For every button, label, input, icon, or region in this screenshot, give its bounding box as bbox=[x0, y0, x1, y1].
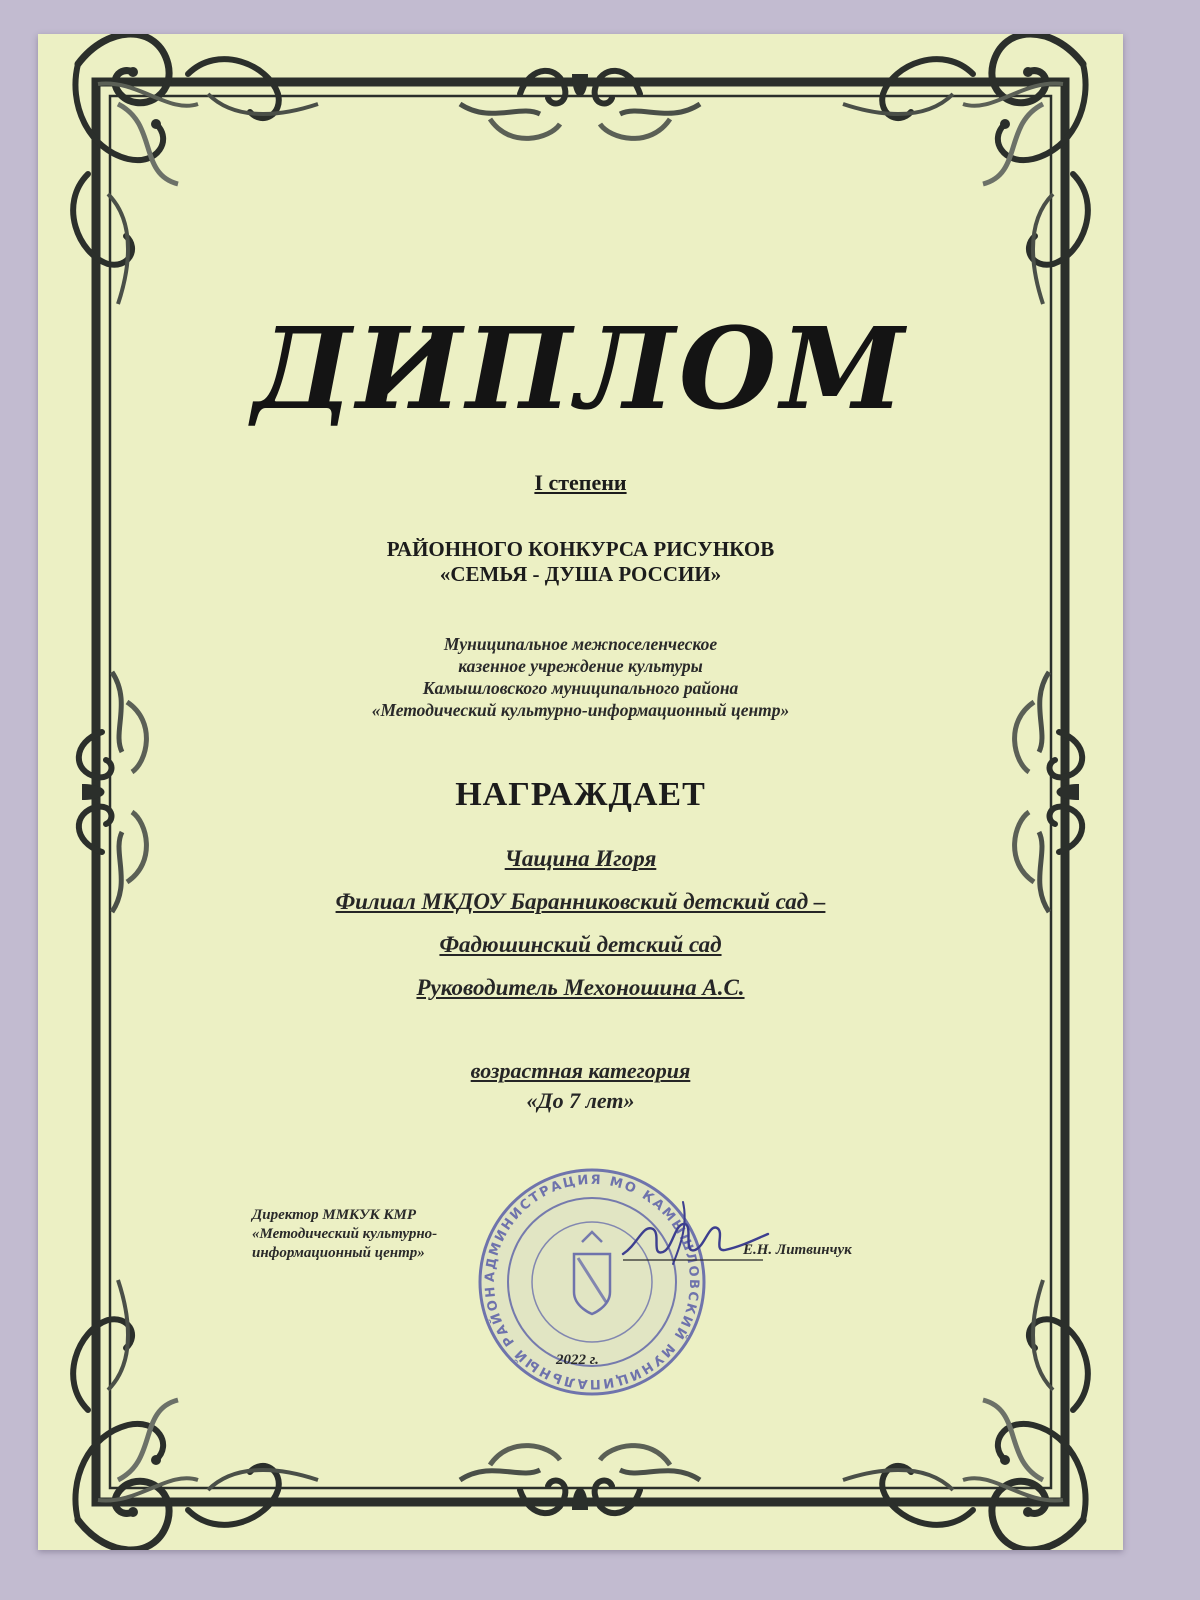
director-line-2: «Методический культурно- bbox=[252, 1226, 438, 1242]
organization-line-4: «Методический культурно-информационный центр» bbox=[371, 700, 790, 720]
supervisor-line: Руководитель Мехоношина А.С. bbox=[416, 975, 745, 1000]
director-block bbox=[252, 1206, 437, 1263]
stamp-text: АДМИНИСТРАЦИЯ МО КАМЫШЛОВСКИЙ МУНИЦИПАЛЬНЫЙ РАЙОН bbox=[482, 1172, 702, 1392]
organization-line-1: Муниципальное межпоселенческое bbox=[443, 634, 718, 654]
awards-heading: НАГРАЖДАЕТ bbox=[455, 776, 706, 813]
contest-name-line-1: РАЙОННОГО КОНКУРСА РИСУНКОВ bbox=[386, 537, 775, 561]
diploma-sheet bbox=[38, 34, 1123, 1550]
organization-line-2: казенное учреждение культуры bbox=[458, 656, 703, 676]
age-category-value: «До 7 лет» bbox=[526, 1088, 635, 1113]
diploma-title: ДИПЛОМ bbox=[252, 304, 909, 435]
signer-name: Е.Н. Литвинчук bbox=[743, 1242, 852, 1258]
recipient-name: Чащина Игоря bbox=[504, 846, 657, 871]
director-line-1: Директор ММКУК КМР bbox=[252, 1207, 417, 1223]
director-signature bbox=[613, 1194, 773, 1274]
director-line-3: информационный центр» bbox=[252, 1245, 425, 1261]
diploma-degree: I степени bbox=[534, 470, 627, 495]
organization-line-3: Камышловского муниципального района bbox=[422, 678, 739, 698]
issue-year: 2022 г. bbox=[556, 1352, 599, 1368]
age-category-label: возрастная категория bbox=[470, 1058, 691, 1083]
contest-name-line-2: «СЕМЬЯ - ДУША РОССИИ» bbox=[439, 562, 722, 586]
recipient-institution-line-1: Филиал МКДОУ Баранниковский детский сад – bbox=[335, 889, 826, 914]
recipient-institution-line-2: Фадюшинский детский сад bbox=[439, 932, 722, 957]
